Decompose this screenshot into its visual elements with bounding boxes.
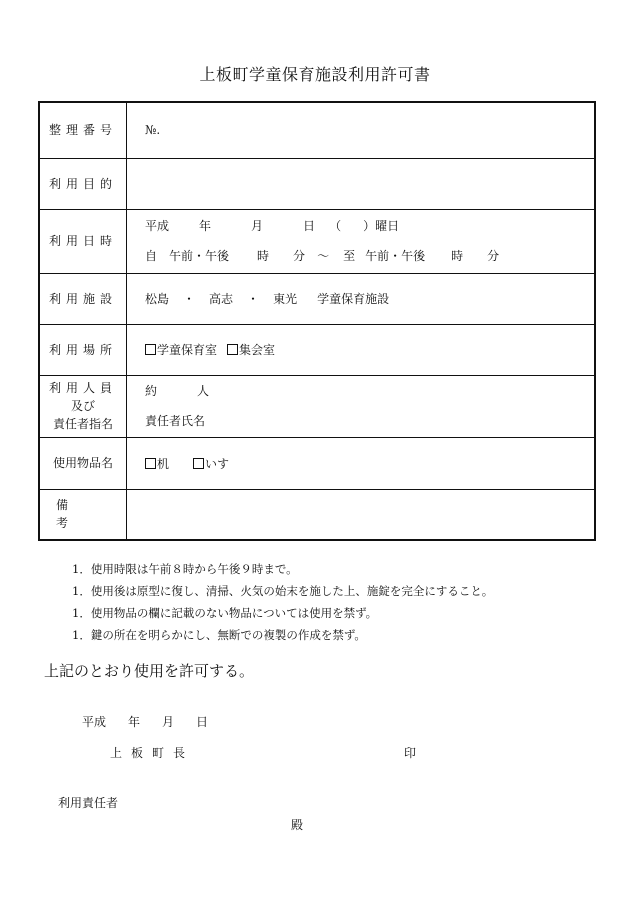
- item-option-label: 机: [157, 456, 170, 471]
- checkbox-icon[interactable]: [193, 458, 204, 469]
- facility-separator: ・: [247, 292, 260, 306]
- honorific: 殿: [291, 818, 304, 832]
- facility-option-matsushima[interactable]: 松島: [145, 292, 170, 306]
- permit-form-table: [38, 101, 596, 541]
- checkbox-icon[interactable]: [227, 344, 238, 355]
- label-place: 利用場所: [39, 324, 127, 375]
- time-to: 至: [343, 249, 356, 263]
- place-option-label: 学童保育室: [157, 343, 218, 357]
- document-title: 上板町学童保育施設利用許可書: [199, 65, 431, 84]
- label-facility: 利用施設: [39, 273, 127, 324]
- item-option-desk[interactable]: [145, 457, 169, 471]
- time-to-minute: 分: [487, 249, 500, 263]
- condition-item: 1．使用時限は午前８時から午後９時まで。: [72, 562, 298, 576]
- place-option-shukai[interactable]: [227, 343, 275, 357]
- time-from-ampm: 午前・午後: [169, 249, 230, 263]
- weekday-open: （: [329, 219, 342, 233]
- row-facility: [39, 273, 595, 324]
- label-remarks: 備考: [39, 489, 127, 540]
- label-people-line3: 責任者指名: [52, 417, 113, 431]
- checkbox-icon[interactable]: [145, 344, 156, 355]
- permit-declaration: 上記のとおり使用を許可する。: [44, 662, 255, 680]
- responsible-name: 責任者氏名: [145, 414, 206, 428]
- time-from-hour: 時: [257, 249, 270, 263]
- conditions-list: [72, 558, 493, 646]
- checkbox-icon[interactable]: [145, 458, 156, 469]
- label-people: [39, 375, 127, 437]
- label-people-line1: 利用人員: [48, 381, 117, 395]
- issue-year: 年: [128, 715, 141, 729]
- date-line: [145, 211, 594, 241]
- label-purpose: 利用目的: [39, 158, 127, 209]
- facility-suffix: 学童保育施設: [317, 292, 390, 306]
- datetime-field[interactable]: [127, 209, 596, 273]
- people-unit: 人: [197, 384, 210, 398]
- remarks-field[interactable]: [127, 489, 596, 540]
- facility-field[interactable]: [127, 273, 596, 324]
- row-number: [39, 102, 595, 158]
- time-from: 自: [145, 249, 158, 263]
- row-purpose: [39, 158, 595, 209]
- facility-option-toko[interactable]: 東光: [273, 292, 298, 306]
- label-number: 整理番号: [39, 102, 127, 158]
- item-option-chair[interactable]: [193, 457, 229, 471]
- number-field[interactable]: №.: [127, 102, 596, 158]
- items-field: [127, 437, 596, 489]
- weekday-close: ）曜日: [363, 219, 400, 233]
- label-items: 使用物品名: [39, 437, 127, 489]
- date-year: 年: [199, 219, 212, 233]
- row-datetime: [39, 209, 595, 273]
- issue-era: 平成: [82, 715, 107, 729]
- seal-mark: 印: [404, 746, 417, 760]
- issue-month: 月: [162, 715, 175, 729]
- place-option-label: 集会室: [239, 343, 276, 357]
- row-place: [39, 324, 595, 375]
- time-to-hour: 時: [451, 249, 464, 263]
- responsible-person-label: 利用責任者: [58, 796, 119, 810]
- time-line: [145, 241, 594, 271]
- label-people-line2: 及び: [70, 399, 95, 413]
- place-field: [127, 324, 596, 375]
- time-from-minute: 分: [293, 249, 306, 263]
- issuer-mayor: 上板町長: [110, 746, 195, 760]
- date-day: 日: [303, 219, 316, 233]
- condition-item: 1．使用後は原型に復し、清掃、火気の始末を施した上、施錠を完全にすること。: [72, 584, 494, 598]
- people-count-line: [145, 376, 594, 406]
- purpose-field[interactable]: [127, 158, 596, 209]
- place-option-gakudo[interactable]: [145, 343, 217, 357]
- label-datetime: 利用日時: [39, 209, 127, 273]
- people-approx: 約: [145, 384, 158, 398]
- time-to-ampm: 午前・午後: [365, 249, 426, 263]
- row-items: [39, 437, 595, 489]
- row-people: [39, 375, 595, 437]
- people-field[interactable]: [127, 375, 596, 437]
- date-month: 月: [251, 219, 264, 233]
- issue-date: [82, 713, 230, 730]
- facility-option-takashi[interactable]: 高志: [209, 292, 234, 306]
- item-option-label: いす: [205, 456, 230, 471]
- row-remarks: [39, 489, 595, 540]
- condition-item: 1．鍵の所在を明らかにし、無断での複製の作成を禁ず。: [72, 628, 366, 642]
- time-tilde: ～: [317, 249, 330, 263]
- date-era: 平成: [145, 219, 170, 233]
- issue-day: 日: [196, 715, 209, 729]
- condition-item: 1．使用物品の欄に記載のない物品については使用を禁ず。: [72, 606, 378, 620]
- facility-separator: ・: [183, 292, 196, 306]
